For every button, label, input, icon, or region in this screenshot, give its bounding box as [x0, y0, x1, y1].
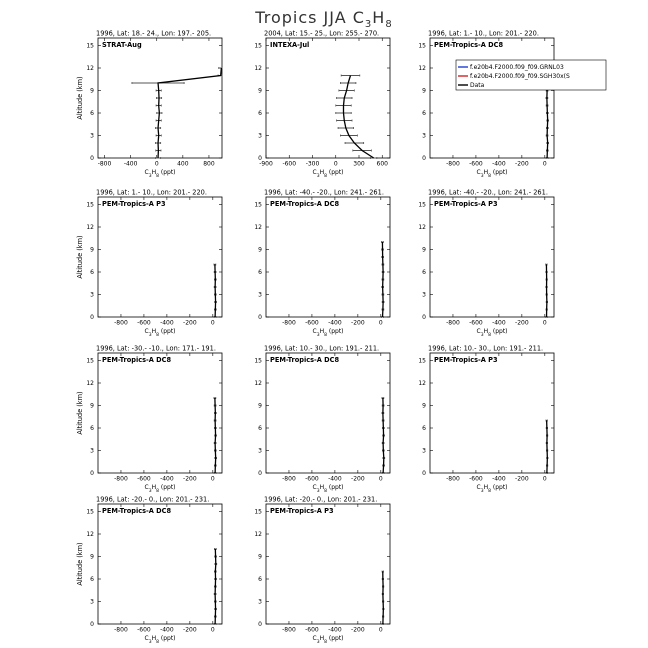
y-tick-label: 12 — [418, 380, 426, 387]
y-tick-label: 0 — [422, 470, 426, 477]
y-tick-label: 12 — [418, 65, 426, 72]
y-tick-label: 6 — [90, 576, 94, 583]
y-tick-label: 6 — [422, 110, 426, 117]
x-axis-label: $C_3H_8$ (ppt) — [312, 635, 344, 645]
panel-11 — [254, 496, 390, 645]
y-tick-label: 6 — [90, 269, 94, 276]
panel-header: 1996, Lat: -40.- -20., Lon: 241.- 261. — [428, 188, 548, 197]
x-tick-label: -800 — [282, 475, 296, 483]
x-tick-label: -300 — [305, 160, 320, 168]
x-tick-label: -400 — [492, 475, 506, 483]
plot-frame — [98, 197, 222, 317]
plot-frame — [430, 197, 554, 317]
x-tick-label: -600 — [137, 475, 151, 483]
x-tick-label: -200 — [183, 319, 197, 327]
y-tick-label: 6 — [422, 269, 426, 276]
y-tick-label: 0 — [258, 621, 262, 628]
x-tick-label: -600 — [305, 475, 319, 483]
y-tick-label: 9 — [90, 402, 94, 410]
x-axis-label: $C_3H_8$ (ppt) — [312, 328, 344, 338]
y-tick-label: 0 — [422, 155, 426, 162]
legend-label: f.e20b4.F2000.f09_f09.GRNL03 — [470, 64, 564, 71]
panel-header: 1996, Lat: 1.- 10., Lon: 201.- 220. — [428, 29, 539, 38]
y-tick-label: 12 — [86, 531, 94, 538]
y-tick-label: 15 — [418, 357, 426, 365]
x-tick-label: -600 — [305, 626, 319, 634]
y-tick-label: 12 — [254, 380, 262, 387]
x-tick-label: 0 — [210, 626, 215, 634]
y-tick-label: 12 — [86, 65, 94, 72]
y-tick-label: 12 — [86, 380, 94, 387]
x-axis-label: $C_3H_8$ (ppt) — [144, 328, 176, 338]
y-tick-label: 12 — [418, 224, 426, 231]
y-tick-label: 9 — [258, 246, 262, 254]
y-tick-label: 6 — [258, 425, 262, 432]
panel-header: 1996, Lat: 10.- 30., Lon: 191.- 211. — [264, 344, 380, 353]
y-axis-label: Altitude (km) — [76, 391, 84, 435]
x-tick-label: 0 — [542, 319, 547, 327]
panel-7 — [76, 345, 222, 494]
x-tick-label: 0 — [542, 160, 547, 168]
campaign-label: PEM-Tropics-A DC8 — [270, 200, 340, 208]
y-tick-label: 9 — [90, 246, 94, 254]
x-tick-label: -200 — [515, 160, 529, 168]
data-line — [215, 398, 216, 473]
y-tick-label: 15 — [86, 357, 94, 365]
y-axis-label: Altitude (km) — [76, 542, 84, 586]
panel-header: 1996, Lat: 10.- 30., Lon: 191.- 211. — [428, 344, 544, 353]
x-axis-label: $C_3H_8$ (ppt) — [312, 484, 344, 494]
panel-header: 1996, Lat: -20.- 0., Lon: 201.- 231. — [264, 495, 378, 504]
y-tick-label: 3 — [258, 598, 262, 606]
y-tick-label: 12 — [254, 65, 262, 72]
x-axis-label: $C_3H_8$ (ppt) — [312, 169, 344, 179]
figure-title-sub1: 3 — [364, 19, 373, 31]
x-tick-label: 600 — [376, 160, 388, 168]
y-tick-label: 0 — [90, 155, 94, 162]
panel-1 — [76, 30, 222, 179]
y-tick-label: 15 — [254, 357, 262, 365]
x-tick-label: 400 — [177, 160, 189, 168]
x-tick-label: -200 — [183, 626, 197, 634]
y-tick-label: 6 — [422, 425, 426, 432]
y-tick-label: 9 — [422, 87, 426, 95]
panel-header: 1996, Lat: 18.- 24., Lon: 197.- 205. — [96, 29, 212, 38]
campaign-label: PEM-Tropics-A P3 — [102, 200, 166, 208]
x-tick-label: -200 — [351, 319, 365, 327]
y-tick-label: 12 — [254, 531, 262, 538]
plot-frame — [266, 353, 390, 473]
x-axis-label: $C_3H_8$ (ppt) — [144, 635, 176, 645]
panel-5 — [254, 189, 390, 338]
y-tick-label: 15 — [86, 508, 94, 516]
x-tick-label: -800 — [114, 319, 128, 327]
y-tick-label: 3 — [422, 291, 426, 299]
y-tick-label: 6 — [90, 110, 94, 117]
data-line — [383, 398, 384, 473]
campaign-label: STRAT-Aug — [102, 41, 142, 49]
panel-header: 1996, Lat: 1.- 10., Lon: 201.- 220. — [96, 188, 207, 197]
figure-title-main: Tropics JJA C — [255, 8, 365, 27]
y-tick-label: 3 — [422, 132, 426, 140]
x-tick-label: 800 — [203, 160, 215, 168]
panel-header: 2004, Lat: 15.- 25., Lon: 255.- 270. — [264, 29, 380, 38]
x-tick-label: -400 — [328, 475, 342, 483]
x-tick-label: -400 — [328, 319, 342, 327]
y-tick-label: 9 — [90, 553, 94, 561]
y-tick-label: 3 — [258, 132, 262, 140]
x-tick-label: -600 — [469, 319, 483, 327]
panel-6 — [418, 189, 554, 338]
y-tick-label: 15 — [254, 42, 262, 50]
y-tick-label: 9 — [258, 87, 262, 95]
x-tick-label: -200 — [515, 475, 529, 483]
x-tick-label: 0 — [154, 160, 159, 168]
y-tick-label: 6 — [90, 425, 94, 432]
y-tick-label: 15 — [86, 42, 94, 50]
y-tick-label: 15 — [418, 42, 426, 50]
panel-header: 1996, Lat: -40.- -20., Lon: 241.- 261. — [264, 188, 384, 197]
x-tick-label: -400 — [328, 626, 342, 634]
data-line — [547, 421, 548, 474]
plot-frame — [266, 504, 390, 624]
x-tick-label: -800 — [282, 626, 296, 634]
x-tick-label: -600 — [469, 475, 483, 483]
campaign-label: PEM-Tropics-A DC8 — [270, 356, 340, 364]
panel-9 — [418, 345, 554, 494]
campaign-label: INTEXA-Jul — [270, 41, 310, 49]
x-tick-label: -600 — [469, 160, 483, 168]
panel-2 — [254, 30, 390, 179]
x-tick-label: 0 — [378, 319, 383, 327]
y-tick-label: 15 — [86, 201, 94, 209]
data-line — [344, 76, 374, 159]
x-tick-label: -200 — [351, 626, 365, 634]
y-tick-label: 3 — [90, 447, 94, 455]
x-tick-label: -800 — [282, 319, 296, 327]
data-line — [158, 68, 221, 158]
panel-8 — [254, 345, 390, 494]
panel-header: 1996, Lat: -30.- -10., Lon: 171.- 191. — [96, 344, 216, 353]
figure-title-sub2: 8 — [385, 19, 393, 31]
panel-header: 1996, Lat: -20.- 0., Lon: 201.- 231. — [96, 495, 210, 504]
y-tick-label: 6 — [258, 269, 262, 276]
x-tick-label: -800 — [446, 160, 460, 168]
x-tick-label: 0 — [542, 475, 547, 483]
x-tick-label: -600 — [137, 626, 151, 634]
plot-frame — [430, 353, 554, 473]
x-tick-label: -200 — [515, 319, 529, 327]
x-axis-label: $C_3H_8$ (ppt) — [476, 328, 508, 338]
y-tick-label: 6 — [258, 576, 262, 583]
x-axis-label: $C_3H_8$ (ppt) — [144, 484, 176, 494]
x-tick-label: 0 — [378, 475, 383, 483]
y-tick-label: 3 — [258, 447, 262, 455]
data-line — [215, 265, 216, 318]
plot-frame — [430, 38, 554, 158]
y-tick-label: 0 — [90, 314, 94, 321]
plot-frame — [98, 504, 222, 624]
x-tick-label: -800 — [446, 319, 460, 327]
y-tick-label: 9 — [90, 87, 94, 95]
y-tick-label: 0 — [422, 314, 426, 321]
y-tick-label: 3 — [422, 447, 426, 455]
x-axis-label: $C_3H_8$ (ppt) — [476, 484, 508, 494]
panel-3 — [418, 30, 606, 179]
campaign-label: PEM-Tropics-A P3 — [270, 507, 334, 515]
x-tick-label: -400 — [160, 319, 174, 327]
y-tick-label: 15 — [254, 508, 262, 516]
x-tick-label: 300 — [353, 160, 365, 168]
y-tick-label: 0 — [258, 155, 262, 162]
x-tick-label: -400 — [492, 160, 506, 168]
data-line — [215, 549, 216, 624]
plot-frame — [98, 353, 222, 473]
y-tick-label: 0 — [90, 621, 94, 628]
y-tick-label: 12 — [86, 224, 94, 231]
y-tick-label: 9 — [258, 402, 262, 410]
x-tick-label: 0 — [333, 160, 338, 168]
y-tick-label: 0 — [90, 470, 94, 477]
campaign-label: PEM-Tropics-A DC8 — [102, 507, 172, 515]
y-tick-label: 9 — [258, 553, 262, 561]
x-tick-label: -200 — [351, 475, 365, 483]
legend-label: Data — [470, 82, 485, 89]
campaign-label: PEM-Tropics-A DC8 — [434, 41, 504, 49]
y-axis-label: Altitude (km) — [76, 76, 84, 120]
x-tick-label: -400 — [160, 475, 174, 483]
campaign-label: PEM-Tropics-A DC8 — [102, 356, 172, 364]
x-axis-label: $C_3H_8$ (ppt) — [144, 169, 176, 179]
x-axis-label: $C_3H_8$ (ppt) — [476, 169, 508, 179]
data-line — [383, 572, 384, 625]
data-line — [382, 242, 383, 317]
x-tick-label: 0 — [210, 319, 215, 327]
campaign-label: PEM-Tropics-A P3 — [434, 356, 498, 364]
x-tick-label: -200 — [183, 475, 197, 483]
y-tick-label: 15 — [418, 201, 426, 209]
y-tick-label: 12 — [254, 224, 262, 231]
plot-frame — [266, 197, 390, 317]
y-tick-label: 3 — [258, 291, 262, 299]
x-tick-label: -800 — [446, 475, 460, 483]
legend-label: f.e20b4.F2000.f09_f09.SGH30x(S — [470, 73, 570, 80]
campaign-label: PEM-Tropics-A P3 — [434, 200, 498, 208]
y-tick-label: 15 — [254, 201, 262, 209]
y-tick-label: 3 — [90, 132, 94, 140]
x-tick-label: -800 — [97, 160, 112, 168]
x-tick-label: -900 — [259, 160, 273, 168]
y-tick-label: 6 — [258, 110, 262, 117]
y-tick-label: 9 — [422, 246, 426, 254]
x-tick-label: -400 — [160, 626, 174, 634]
x-tick-label: 0 — [378, 626, 383, 634]
panel-4 — [76, 189, 222, 338]
x-tick-label: -400 — [492, 319, 506, 327]
plot-frame — [266, 38, 390, 158]
x-tick-label: 0 — [210, 475, 215, 483]
y-axis-label: Altitude (km) — [76, 235, 84, 279]
x-tick-label: -400 — [123, 160, 138, 168]
y-tick-label: 9 — [422, 402, 426, 410]
y-tick-label: 3 — [90, 598, 94, 606]
x-tick-label: -800 — [114, 475, 128, 483]
figure-title-mid: H — [372, 8, 386, 27]
x-tick-label: -600 — [137, 319, 151, 327]
x-tick-label: -600 — [305, 319, 319, 327]
y-tick-label: 3 — [90, 291, 94, 299]
x-tick-label: -800 — [114, 626, 128, 634]
x-tick-label: -600 — [282, 160, 297, 168]
y-tick-label: 0 — [258, 314, 262, 321]
panel-10 — [76, 496, 222, 645]
y-tick-label: 0 — [258, 470, 262, 477]
